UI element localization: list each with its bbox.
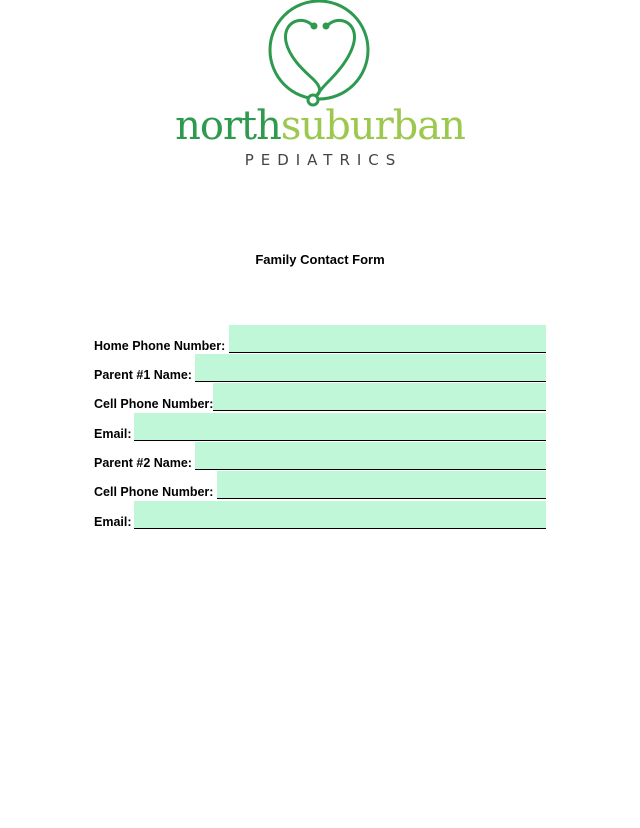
parent2-email-label: Email:: [94, 515, 132, 529]
parent2-name-input[interactable]: [195, 442, 546, 470]
parent1-email-field: [94, 413, 546, 442]
parent2-name-label: Parent #2 Name:: [94, 456, 192, 470]
parent2-email-input[interactable]: [134, 501, 546, 529]
parent1-name-input[interactable]: [195, 354, 546, 382]
parent2-name-field: [94, 442, 546, 471]
parent1-cell-phone-label: Cell Phone Number:: [94, 397, 214, 411]
home-phone-input[interactable]: [229, 325, 546, 353]
parent2-cell-phone-field: [94, 471, 546, 500]
home-phone-field: [94, 325, 546, 354]
brand-subtitle: PEDIATRICS: [244, 151, 403, 169]
parent1-cell-phone-input[interactable]: [213, 383, 546, 411]
parent1-cell-phone-field: [94, 383, 546, 412]
parent1-email-input[interactable]: [134, 413, 546, 441]
parent1-email-label: Email:: [94, 427, 132, 441]
practice-logo: [0, 0, 640, 175]
home-phone-label: Home Phone Number:: [94, 339, 226, 353]
parent2-email-field: [94, 501, 546, 530]
stethoscope-heart-icon: [266, 0, 374, 108]
brand-north: north: [175, 103, 281, 149]
parent1-name-label: Parent #1 Name:: [94, 368, 192, 382]
parent2-cell-phone-input[interactable]: [217, 471, 546, 499]
brand-suburban: suburban: [280, 103, 465, 149]
brand-wordmark: [0, 102, 640, 150]
parent1-name-field: [94, 354, 546, 383]
parent2-cell-phone-label: Cell Phone Number:: [94, 485, 214, 499]
form-title: Family Contact Form: [255, 252, 385, 267]
